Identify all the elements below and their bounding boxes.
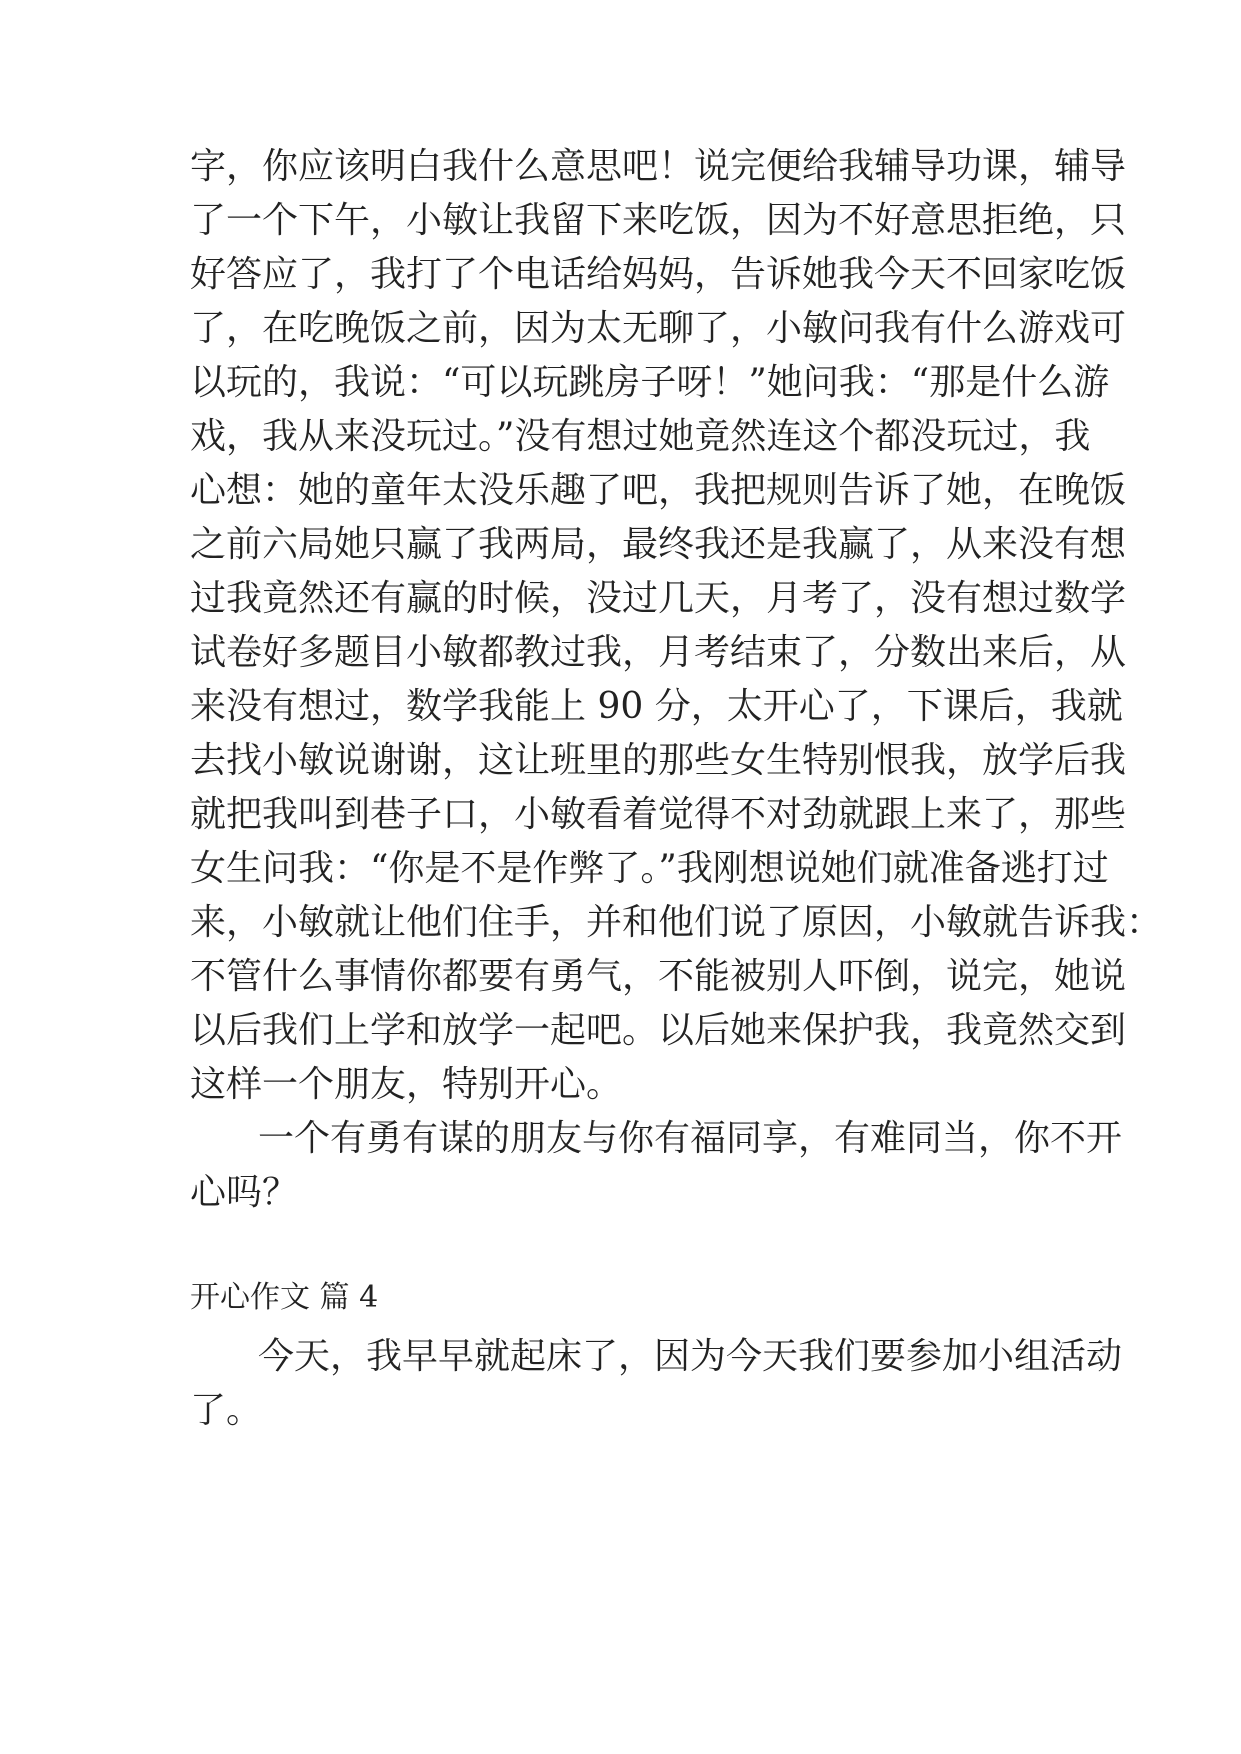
text-line: 试卷好多题目小敏都教过我，月考结束了，分数出来后，从 — [190, 632, 1127, 673]
text-line: 以玩的，我说：“可以玩跳房子呀！”她问我：“那是什么游 — [190, 362, 1110, 403]
text-line: 以后我们上学和放学一起吧。以后她来保护我，我竟然交到 — [190, 1010, 1127, 1051]
text-line: 之前六局她只赢了我两局，最终我还是我赢了，从来没有想 — [190, 524, 1127, 565]
text-line: 一个有勇有谋的朋友与你有福同享，有难同当，你不开 — [258, 1118, 1123, 1159]
text-line: 来没有想过，数学我能上 90 分，太开心了，下课后，我就 — [190, 686, 1123, 727]
text-line: 戏，我从来没玩过。”没有想过她竟然连这个都没玩过，我 — [190, 416, 1091, 457]
text-line: 了，在吃晚饭之前，因为太无聊了，小敏问我有什么游戏可 — [190, 308, 1127, 349]
text-line: 了一个下午，小敏让我留下来吃饭，因为不好意思拒绝，只 — [190, 200, 1127, 241]
section-heading: 开心作文 篇 4 — [190, 1280, 379, 1315]
text-line: 了。 — [190, 1390, 263, 1431]
text-line: 来，小敏就让他们住手，并和他们说了原因，小敏就告诉我： — [190, 902, 1163, 943]
text-line: 不管什么事情你都要有勇气，不能被别人吓倒，说完，她说 — [190, 956, 1127, 997]
text-line: 字，你应该明白我什么意思吧！说完便给我辅导功课，辅导 — [190, 146, 1127, 187]
text-line: 这样一个朋友，特别开心。 — [190, 1064, 623, 1105]
text-line: 好答应了，我打了个电话给妈妈，告诉她我今天不回家吃饭 — [190, 254, 1127, 295]
text-line: 女生问我：“你是不是作弊了。”我刚想说她们就准备逃打过 — [190, 848, 1109, 889]
text-line: 就把我叫到巷子口，小敏看着觉得不对劲就跟上来了，那些 — [190, 794, 1127, 835]
text-line: 去找小敏说谢谢，这让班里的那些女生特别恨我，放学后我 — [190, 740, 1127, 781]
text-line: 过我竟然还有赢的时候，没过几天，月考了，没有想过数学 — [190, 578, 1127, 619]
text-line: 今天，我早早就起床了，因为今天我们要参加小组活动 — [258, 1336, 1123, 1377]
text-line: 心吗？ — [190, 1172, 299, 1213]
text-line: 心想：她的童年太没乐趣了吧，我把规则告诉了她，在晚饭 — [190, 470, 1127, 511]
